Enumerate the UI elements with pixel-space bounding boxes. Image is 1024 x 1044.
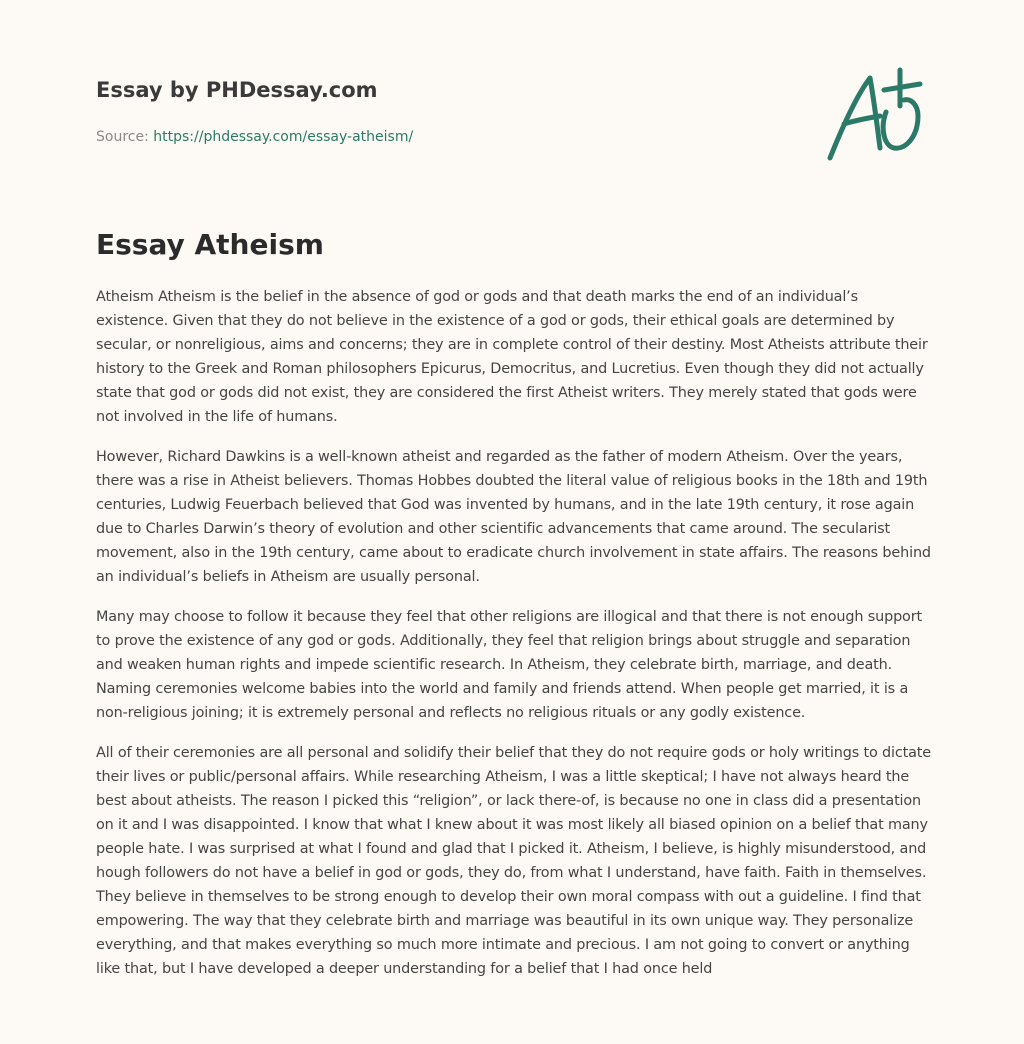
a-plus-logo-icon <box>820 66 930 166</box>
source-line <box>96 128 796 146</box>
essay-paragraph: All of their ceremonies are all personal and solidify their belief that they do not require gods or holy writings to dictate their lives or public/personal affairs. While researching Atheism, I was a little skeptical; I have not always heard the best about atheists. The reason I picked this “religion”, or lack there-of, is because no one in class did a presentation on it and I was disappointed. I know that what I knew about it was most likely all biased opinion on a belief that many people hate. I was surprised at what I found and glad that I picked it. Atheism, I believe, is highly misunderstood, and hough followers do not have a belief in god or gods, they do, from what I understand, have faith. Faith in themselves. They believe in themselves to be strong enough to develop their own moral compass with out a guideline. I find that empowering. The way that they celebrate birth and marriage was beautiful in its own unique way. They personalize everything, and that makes everything so much more intimate and precious. I am not going to convert or anything like that, but I have developed a deeper understanding for a belief that I had once held <box>96 745 932 977</box>
page-header <box>96 76 796 146</box>
essay-paragraph: Many may choose to follow it because they feel that other religions are illogical and that there is not enough support to prove the existence of any god or gods. Additionally, they feel that religion brings about struggle and separation and weaken human rights and impede scientific research. In Atheism, they celebrate birth, marriage, and death. Naming ceremonies welcome babies into the world and family and friends attend. When people get married, it is a non-religious joining; it is extremely personal and reflects no religious rituals or any godly existence. <box>96 609 922 721</box>
essay-paragraph: Atheism Atheism is the belief in the absence of god or gods and that death marks the end of an individual’s existence. Given that they do not believe in the existence of a god or gods, their ethical goals are determined by secular, or nonreligious, aims and concerns; they are in complete control of their destiny. Most Atheists attribute their history to the Greek and Roman philosophers Epicurus, Democritus, and Lucretius. Even though they did not actually state that god or gods did not exist, they are considered the first Atheist writers. They merely stated that gods were not involved in the life of humans. <box>96 289 928 425</box>
essay-title: Essay Atheism <box>96 228 324 261</box>
source-label: Source: <box>96 129 149 145</box>
site-brand: Essay by PHDessay.com <box>96 78 378 102</box>
essay-paragraph: However, Richard Dawkins is a well-known atheist and regarded as the father of modern Atheism. Over the years, there was a rise in Atheist believers. Thomas Hobbes doubted the literal value of religious books in the 18th and 19th centuries, Ludwig Feuerbach believed that God was invented by humans, and in the late 19th century, it rose again due to Charles Darwin’s theory of evolution and other scientific advancements that came around. The secularist movement, also in the 19th century, came about to eradicate church involvement in state affairs. The reasons behind an individual’s beliefs in Atheism are usually personal. <box>96 449 931 585</box>
essay-body <box>96 285 932 997</box>
source-link[interactable]: https://phdessay.com/essay-atheism/ <box>153 129 414 145</box>
